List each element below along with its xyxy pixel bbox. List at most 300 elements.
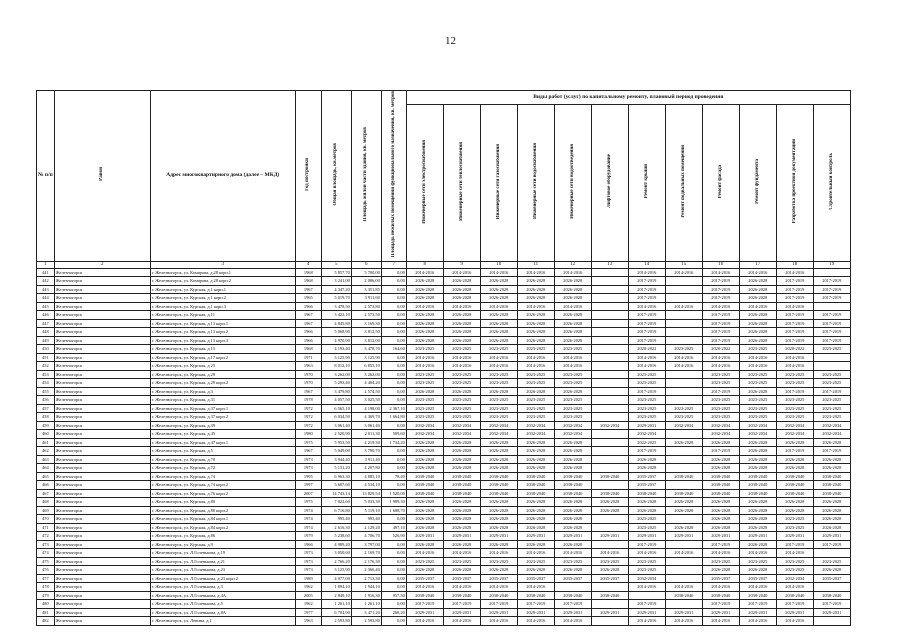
work-period-cell: 2026-2028 <box>591 498 628 507</box>
work-period-cell: 2038-2040 <box>776 481 813 490</box>
table-body <box>37 268 851 625</box>
work-period-cell: 2032-2034 <box>517 430 554 439</box>
district-cell: Железногорск <box>54 557 150 566</box>
work-period-cell: 2026-2028 <box>443 319 480 328</box>
district-cell: Железногорск <box>54 498 150 507</box>
work-period-cell <box>591 617 628 626</box>
work-period-cell: 2032-2034 <box>813 421 850 430</box>
work-period-cell: 2023-2025 <box>702 379 739 388</box>
district-cell: Железногорск <box>54 489 150 498</box>
nonresidential-area-cell: 0,00 <box>381 455 406 464</box>
nonresidential-area-cell: 0,00 <box>381 464 406 473</box>
work-period-cell: 2032-2034 <box>554 421 591 430</box>
living-area-cell: 2 011,30 <box>351 430 381 439</box>
work-period-cell: 2017-2019 <box>776 387 813 396</box>
work-period-cell: 2026-2028 <box>813 523 850 532</box>
work-period-cell: 2032-2034 <box>739 421 776 430</box>
work-period-cell: 2029-2031 <box>591 532 628 541</box>
work-period-cell <box>665 336 702 345</box>
work-period-cell <box>665 557 702 566</box>
work-period-cell: 2038-2040 <box>517 472 554 481</box>
living-area-cell: 3 797,00 <box>351 540 381 549</box>
living-area-cell: 4 404,20 <box>351 379 381 388</box>
work-period-cell <box>591 311 628 320</box>
work-period-cell: 2026-2028 <box>628 464 665 473</box>
address-cell: г. Железногорск, ул. Курская, д.70 <box>150 455 295 464</box>
address-cell: г. Железногорск, ул. Курская, д.29 <box>150 370 295 379</box>
year-cell: 1980 <box>295 430 321 439</box>
work-period-cell: 2026-2028 <box>739 277 776 286</box>
living-area-cell: 2 086,00 <box>351 277 381 286</box>
work-period-cell: 2014-2016 <box>776 617 813 626</box>
work-period-cell: 2023-2025 <box>591 557 628 566</box>
work-period-cell: 2023-2025 <box>406 379 443 388</box>
column-number: 9 <box>443 261 480 268</box>
living-area-cell: 995,40 <box>351 515 381 524</box>
year-cell: 1995 <box>295 472 321 481</box>
work-period-cell: 2026-2028 <box>406 285 443 294</box>
district-cell: Железногорск <box>54 421 150 430</box>
work-period-cell <box>591 600 628 609</box>
work-period-cell: 2038-2040 <box>480 591 517 600</box>
work-period-cell: 2029-2031 <box>665 532 702 541</box>
work-period-cell: 2026-2028 <box>406 319 443 328</box>
work-period-cell: 2026-2028 <box>554 498 591 507</box>
work-period-cell: 2026-2028 <box>480 498 517 507</box>
nonresidential-area-cell: 0,00 <box>381 277 406 286</box>
column-number: 14 <box>628 261 665 268</box>
work-period-cell <box>591 464 628 473</box>
work-period-cell: 2026-2028 <box>406 464 443 473</box>
row-number: 470 <box>37 515 55 524</box>
work-period-cell: 2038-2040 <box>665 472 702 481</box>
work-period-cell: 2038-2040 <box>628 489 665 498</box>
work-period-cell: 2023-2025 <box>776 557 813 566</box>
work-period-cell: 2026-2028 <box>480 277 517 286</box>
address-cell: г. Железногорск, ул. Л.Голенькова, д.8А <box>150 608 295 617</box>
total-area-cell: 14 743,14 <box>321 489 351 498</box>
district-cell: Железногорск <box>54 362 150 371</box>
work-period-cell: 2032-2034 <box>628 574 665 583</box>
work-period-cell <box>591 285 628 294</box>
col-header-work-facade: Ремонт фасада <box>702 105 739 261</box>
work-period-cell: 2026-2028 <box>480 387 517 396</box>
work-period-cell: 2023-2025 <box>480 370 517 379</box>
nonresidential-area-cell: 526,90 <box>381 532 406 541</box>
district-cell: Железногорск <box>54 311 150 320</box>
work-period-cell: 2026-2028 <box>406 277 443 286</box>
total-area-cell: 995,40 <box>321 515 351 524</box>
work-period-cell: 2035-2037 <box>628 472 665 481</box>
column-number: 12 <box>554 261 591 268</box>
nonresidential-area-cell: 509,60 <box>381 430 406 439</box>
table-row <box>37 574 851 583</box>
nonresidential-area-cell: 497,10 <box>381 523 406 532</box>
year-cell: 1978 <box>295 396 321 405</box>
work-period-cell: 2026-2028 <box>554 464 591 473</box>
work-period-cell: 2017-2019 <box>628 319 665 328</box>
total-area-cell: 5 049,00 <box>321 447 351 456</box>
work-period-cell: 2014-2016 <box>480 302 517 311</box>
total-area-cell: 4 057,50 <box>321 396 351 405</box>
district-cell: Железногорск <box>54 549 150 558</box>
address-cell: г. Железногорск, ул. Комарова, д.28 корп.1 <box>150 268 295 277</box>
work-period-cell: 2014-2016 <box>406 549 443 558</box>
work-period-cell: 2026-2028 <box>443 566 480 575</box>
work-period-cell: 2035-2037 <box>443 574 480 583</box>
work-period-cell <box>591 277 628 286</box>
work-period-cell: 2038-2040 <box>554 472 591 481</box>
work-period-cell: 2017-2019 <box>776 277 813 286</box>
work-period-cell: 2023-2025 <box>517 396 554 405</box>
work-period-cell: 2038-2040 <box>443 591 480 600</box>
work-period-cell: 2026-2028 <box>554 566 591 575</box>
work-period-cell: 2026-2028 <box>480 523 517 532</box>
work-period-cell: 2023-2025 <box>443 396 480 405</box>
work-period-cell <box>665 387 702 396</box>
work-period-cell: 2023-2025 <box>739 379 776 388</box>
table-row <box>37 413 851 422</box>
table-row <box>37 370 851 379</box>
nonresidential-area-cell: 1 664,80 <box>381 413 406 422</box>
work-period-cell: 2026-2028 <box>480 285 517 294</box>
work-period-cell: 2038-2040 <box>554 591 591 600</box>
work-period-cell: 2023-2025 <box>443 379 480 388</box>
table-row <box>37 345 851 354</box>
district-cell: Железногорск <box>54 608 150 617</box>
address-cell: г. Железногорск, ул. Курская, д.13 корп.2 <box>150 328 295 337</box>
table-row <box>37 285 851 294</box>
work-period-cell: 2014-2016 <box>702 617 739 626</box>
work-period-cell: 2038-2040 <box>406 489 443 498</box>
living-area-cell: 2 713,30 <box>351 574 381 583</box>
nonresidential-area-cell: 0,00 <box>381 549 406 558</box>
table-row <box>37 379 851 388</box>
work-period-cell: 2014-2016 <box>628 268 665 277</box>
work-period-cell: 2023-2025 <box>517 370 554 379</box>
col-header-number: № п/п <box>37 91 55 262</box>
work-period-cell: 2023-2025 <box>517 404 554 413</box>
table-row <box>37 396 851 405</box>
work-period-cell <box>665 464 702 473</box>
row-number: 457 <box>37 404 55 413</box>
work-period-cell: 2023-2025 <box>776 370 813 379</box>
work-period-cell: 2038-2040 <box>813 481 850 490</box>
work-period-cell: 2014-2016 <box>702 362 739 371</box>
living-area-cell: 2 573,80 <box>351 302 381 311</box>
work-period-cell <box>813 268 850 277</box>
living-area-cell: 3 351,85 <box>351 285 381 294</box>
living-area-cell: 1 916,30 <box>351 591 381 600</box>
table-row <box>37 566 851 575</box>
work-period-cell: 2014-2016 <box>628 362 665 371</box>
district-cell: Железногорск <box>54 574 150 583</box>
row-number: 471 <box>37 523 55 532</box>
work-period-cell: 2029-2031 <box>554 532 591 541</box>
row-number: 458 <box>37 413 55 422</box>
col-header-works-title: Виды работ (услуг) по капитальному ремонту, плановый период проведения <box>406 91 850 105</box>
work-period-cell: 2023-2025 <box>443 557 480 566</box>
year-cell: 1967 <box>295 311 321 320</box>
year-cell: 1968 <box>295 277 321 286</box>
address-cell: г. Железногорск, ул. Курская, д.37 корп.1 <box>150 404 295 413</box>
work-period-cell <box>591 379 628 388</box>
work-period-cell: 2032-2034 <box>813 430 850 439</box>
work-period-cell: 2020-2022 <box>628 345 665 354</box>
work-period-cell: 2023-2025 <box>702 413 739 422</box>
total-area-cell: 4 193,40 <box>321 345 351 354</box>
address-cell: г. Железногорск, ул. Курская, д.86 <box>150 532 295 541</box>
work-period-cell: 2014-2016 <box>776 362 813 371</box>
work-period-cell: 2023-2025 <box>702 404 739 413</box>
work-period-cell: 2023-2025 <box>480 404 517 413</box>
nonresidential-area-cell: 0,00 <box>381 387 406 396</box>
work-period-cell: 2026-2028 <box>554 277 591 286</box>
work-period-cell: 2026-2028 <box>739 438 776 447</box>
district-cell: Железногорск <box>54 532 150 541</box>
address-cell: г. Железногорск, ул. Курская, д.80 корп.2 <box>150 506 295 515</box>
table-row <box>37 311 851 320</box>
living-area-cell: 4 706,70 <box>351 532 381 541</box>
district-cell: Железногорск <box>54 455 150 464</box>
work-period-cell: 2023-2025 <box>443 413 480 422</box>
work-period-cell: 2026-2028 <box>739 515 776 524</box>
year-cell: 1974 <box>295 506 321 515</box>
year-cell: 1967 <box>295 285 321 294</box>
work-period-cell <box>665 447 702 456</box>
work-period-cell: 2017-2019 <box>628 600 665 609</box>
work-period-cell: 2017-2019 <box>702 277 739 286</box>
table-row <box>37 294 851 303</box>
nonresidential-area-cell: 0,00 <box>381 362 406 371</box>
total-area-cell: 4 845,80 <box>321 319 351 328</box>
living-area-cell: 13 829,54 <box>351 489 381 498</box>
year-cell: 1979 <box>295 532 321 541</box>
year-cell: 1962 <box>295 600 321 609</box>
work-period-cell: 2026-2028 <box>517 506 554 515</box>
work-period-cell: 2026-2028 <box>517 438 554 447</box>
work-period-cell: 2017-2019 <box>813 285 850 294</box>
year-cell: 1966 <box>295 328 321 337</box>
address-cell: г. Железногорск, ул. Курская, д.37 корп.2 <box>150 413 295 422</box>
living-area-cell: 3 262,00 <box>351 370 381 379</box>
living-area-cell: 3 471,20 <box>351 608 381 617</box>
column-number: 6 <box>351 261 381 268</box>
work-period-cell: 2026-2028 <box>739 464 776 473</box>
row-number: 478 <box>37 583 55 592</box>
work-period-cell: 2026-2028 <box>554 311 591 320</box>
total-area-cell: 3 050,60 <box>321 549 351 558</box>
work-period-cell: 2014-2016 <box>665 353 702 362</box>
table-row <box>37 447 851 456</box>
address-cell: г. Железногорск, ул. Л.Голенькова, д.19 <box>150 549 295 558</box>
work-period-cell: 2014-2016 <box>776 353 813 362</box>
work-period-cell: 2026-2028 <box>443 464 480 473</box>
work-period-cell: 2032-2034 <box>480 430 517 439</box>
district-cell: Железногорск <box>54 438 150 447</box>
work-period-cell: 2032-2034 <box>554 430 591 439</box>
year-cell: 1972 <box>295 404 321 413</box>
work-period-cell: 2026-2028 <box>813 498 850 507</box>
living-area-cell: 2 176,30 <box>351 557 381 566</box>
year-cell: 1968 <box>295 345 321 354</box>
work-period-cell: 2026-2028 <box>591 566 628 575</box>
row-number: 446 <box>37 311 55 320</box>
total-area-cell: 4 989,20 <box>321 540 351 549</box>
work-period-cell: 2038-2040 <box>776 472 813 481</box>
work-period-cell: 2026-2028 <box>480 311 517 320</box>
work-period-cell: 2017-2019 <box>628 447 665 456</box>
work-period-cell: 2023-2025 <box>406 404 443 413</box>
address-cell: г. Железногорск, ул. Л.Голенькова, д.3 <box>150 583 295 592</box>
row-number: 456 <box>37 396 55 405</box>
row-number: 479 <box>37 591 55 600</box>
work-period-cell: 2026-2028 <box>739 311 776 320</box>
work-period-cell <box>591 336 628 345</box>
work-period-cell: 2038-2040 <box>406 472 443 481</box>
work-period-cell: 2038-2040 <box>702 472 739 481</box>
work-period-cell: 2026-2028 <box>443 294 480 303</box>
table-row <box>37 277 851 286</box>
work-period-cell: 2023-2025 <box>628 557 665 566</box>
table-row <box>37 387 851 396</box>
row-number: 449 <box>37 336 55 345</box>
district-cell: Железногорск <box>54 285 150 294</box>
nonresidential-area-cell: 2 367,10 <box>381 404 406 413</box>
work-period-cell: 2032-2034 <box>591 421 628 430</box>
work-period-cell <box>591 438 628 447</box>
work-period-cell: 2026-2028 <box>665 498 702 507</box>
year-cell: 1989 <box>295 574 321 583</box>
living-area-cell: 2 366,40 <box>351 566 381 575</box>
work-period-cell: 2038-2040 <box>480 472 517 481</box>
row-number: 482 <box>37 617 55 626</box>
work-period-cell: 2017-2019 <box>628 294 665 303</box>
work-period-cell: 2026-2028 <box>628 506 665 515</box>
address-cell: г. Железногорск, ул. Курская, д.45 <box>150 430 295 439</box>
work-period-cell: 2017-2019 <box>813 336 850 345</box>
work-period-cell: 2038-2040 <box>813 472 850 481</box>
work-period-cell: 2014-2016 <box>591 549 628 558</box>
work-period-cell: 2023-2025 <box>665 345 702 354</box>
work-period-cell: 2023-2025 <box>776 379 813 388</box>
living-area-cell: 5 033,30 <box>351 498 381 507</box>
work-period-cell <box>813 617 850 626</box>
work-period-cell: 2026-2028 <box>406 515 443 524</box>
address-cell: г. Железногорск, ул. Комарова, д.28 корп.2 <box>150 277 295 286</box>
work-period-cell: 2017-2019 <box>702 387 739 396</box>
row-number: 450 <box>37 345 55 354</box>
address-cell: г. Железногорск, ул. Ленина, д.1 <box>150 617 295 626</box>
total-area-cell: 3 125,90 <box>321 566 351 575</box>
year-cell: 1974 <box>295 523 321 532</box>
work-period-cell: 2017-2019 <box>702 311 739 320</box>
work-period-cell: 2026-2028 <box>776 455 813 464</box>
work-period-cell: 2026-2028 <box>517 464 554 473</box>
work-period-cell: 2014-2016 <box>517 362 554 371</box>
work-period-cell: 2026-2028 <box>554 540 591 549</box>
address-cell: г. Железногорск, ул. Курская, д.84 корп.2 <box>150 523 295 532</box>
year-cell: 1967 <box>295 319 321 328</box>
work-period-cell: 2026-2028 <box>702 455 739 464</box>
work-period-cell: 2023-2025 <box>517 379 554 388</box>
work-period-cell: 2023-2025 <box>554 370 591 379</box>
col-header-work-electricity: Инженерные сети электроснабжения <box>406 105 443 261</box>
total-area-cell: 3 944,40 <box>321 455 351 464</box>
work-period-cell: 2014-2016 <box>406 353 443 362</box>
living-area-cell: 3 790,70 <box>351 447 381 456</box>
row-number: 455 <box>37 387 55 396</box>
year-cell: 1972 <box>295 413 321 422</box>
col-header-work-elevator: Лифтовое оборудование <box>591 105 628 261</box>
nonresidential-area-cell: 0,00 <box>381 285 406 294</box>
work-period-cell: 2023-2025 <box>776 566 813 575</box>
work-period-cell: 2026-2028 <box>480 294 517 303</box>
work-period-cell: 2038-2040 <box>813 489 850 498</box>
work-period-cell: 2023-2025 <box>702 396 739 405</box>
address-cell: г. Железногорск, ул. Курская, д.74 корп.2 <box>150 481 295 490</box>
column-number: 10 <box>480 261 517 268</box>
work-period-cell: 2026-2028 <box>480 566 517 575</box>
table-row <box>37 583 851 592</box>
nonresidential-area-cell: 268,20 <box>381 608 406 617</box>
address-cell: г. Железногорск, ул. Л.Голенькова, д.23 <box>150 566 295 575</box>
work-period-cell: 2026-2028 <box>406 498 443 507</box>
work-period-cell: 2014-2016 <box>480 583 517 592</box>
work-period-cell: 2014-2016 <box>776 583 813 592</box>
row-number: 466 <box>37 481 55 490</box>
work-period-cell: 2023-2025 <box>776 396 813 405</box>
address-cell: г. Железногорск, ул. Курская, д.74 <box>150 472 295 481</box>
work-period-cell: 2026-2028 <box>739 540 776 549</box>
work-period-cell: 2038-2040 <box>702 489 739 498</box>
work-period-cell <box>628 591 665 600</box>
work-period-cell: 2029-2031 <box>665 608 702 617</box>
table-row <box>37 328 851 337</box>
living-area-cell: 2 169,70 <box>351 549 381 558</box>
work-period-cell: 2017-2019 <box>776 294 813 303</box>
table-row <box>37 523 851 532</box>
work-period-cell: 2026-2028 <box>480 515 517 524</box>
nonresidential-area-cell: 0,00 <box>381 353 406 362</box>
work-period-cell: 2029-2031 <box>776 532 813 541</box>
work-period-cell: 2026-2028 <box>517 455 554 464</box>
work-period-cell: 2014-2016 <box>443 617 480 626</box>
address-cell: г. Железногорск, ул. Курская, д.1 корп.1 <box>150 285 295 294</box>
work-period-cell: 2017-2019 <box>813 600 850 609</box>
work-period-cell: 2026-2028 <box>480 506 517 515</box>
year-cell: 1968 <box>295 268 321 277</box>
work-period-cell: 2026-2028 <box>702 566 739 575</box>
col-header-work-sewerage: Инженерные сети водоотведения <box>554 105 591 261</box>
year-cell: 1973 <box>295 455 321 464</box>
work-period-cell: 2014-2016 <box>480 268 517 277</box>
row-number: 442 <box>37 277 55 286</box>
work-period-cell: 2026-2028 <box>406 566 443 575</box>
work-period-cell: 2014-2016 <box>665 583 702 592</box>
work-period-cell: 2014-2016 <box>665 549 702 558</box>
address-cell: г. Железногорск, ул. Курская, д.72 <box>150 464 295 473</box>
total-area-cell: 3 241,00 <box>321 277 351 286</box>
total-area-cell: 5 953,50 <box>321 438 351 447</box>
district-cell: Железногорск <box>54 294 150 303</box>
work-period-cell: 2014-2016 <box>517 583 554 592</box>
column-number: 3 <box>150 261 295 268</box>
work-period-cell: 2014-2016 <box>517 302 554 311</box>
address-cell: г. Железногорск, ул. Курская, д.1 корп.3 <box>150 302 295 311</box>
work-period-cell: 2023-2025 <box>628 370 665 379</box>
work-period-cell <box>813 362 850 371</box>
